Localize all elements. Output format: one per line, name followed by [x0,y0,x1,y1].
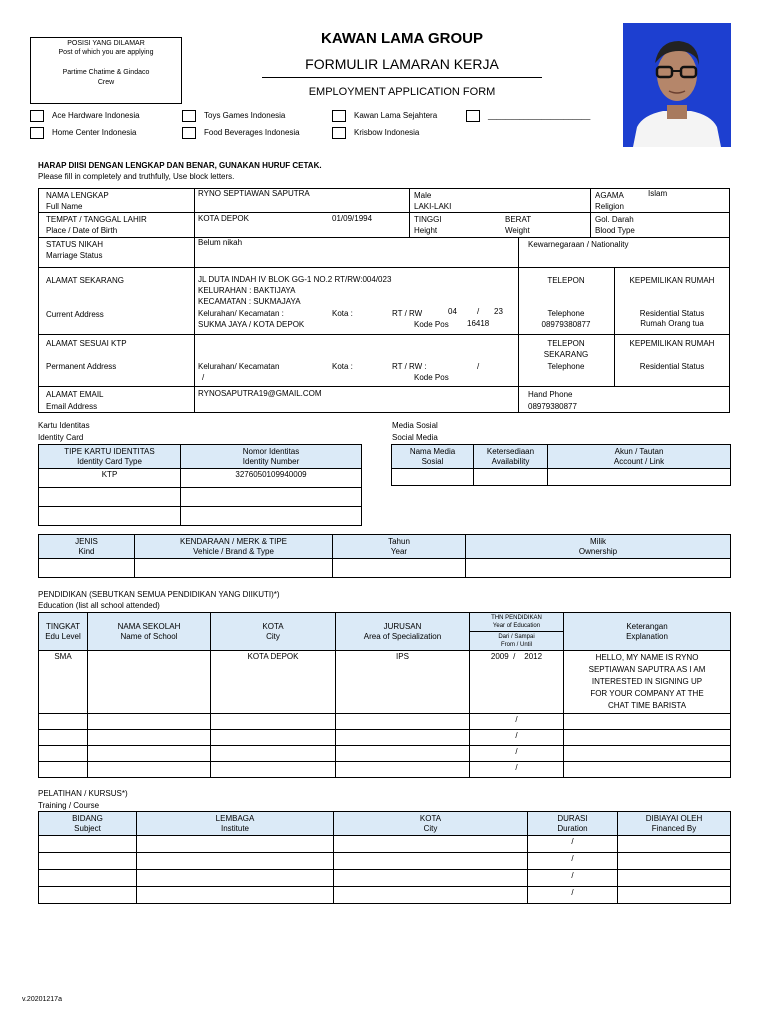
identity-number-field-2[interactable] [181,488,362,507]
residential2-label-en: Residential Status [639,362,705,371]
kel-kec-label: Kelurahan/ Kecamatan : [198,309,284,318]
training-financed-header: DIBIAYAI OLEH Financed By [618,812,731,836]
email-label-en: Email Address [46,402,98,411]
blood-label: Gol. Darah [595,215,634,224]
social-availability-header: Ketersediaan Availability [474,445,548,469]
residential-label: KEPEMILIKAN RUMAH [629,276,715,285]
gender-field[interactable]: Male [414,191,432,200]
edu-year-field[interactable]: 2009 / 2012 [470,651,564,714]
weight-label: BERAT [505,215,532,224]
social-availability-field[interactable] [474,469,548,486]
kel-kec-label-2: Kelurahan/ Kecamatan [198,362,280,371]
identity-number-field-3[interactable] [181,507,362,526]
edu-major-header: JURUSAN Area of Specialization [336,613,470,651]
checkbox-food[interactable] [182,127,196,139]
social-title-en: Social Media [392,433,438,442]
residential2-label: KEPEMILIKAN RUMAH [629,339,715,348]
training-subject-header: BIDANG Subject [39,812,137,836]
rw-field[interactable]: 23 [494,307,503,316]
instruction-en: Please fill in completely and truthfully, Use block letters. [38,172,235,181]
marital-field[interactable]: Belum nikah [198,238,243,247]
form-version: v.20201217a [22,996,62,1003]
checkbox-other[interactable] [466,110,480,122]
company-food: Food Beverages Indonesia [204,128,300,137]
permanent-address-label-en: Permanent Address [46,362,117,371]
checkbox-ace[interactable] [30,110,44,122]
vehicle-year-field[interactable] [333,559,466,578]
telephone-field[interactable]: 08979380877 [541,320,591,329]
email-label: ALAMAT EMAIL [46,390,104,399]
edu-explanation-field[interactable]: HELLO, MY NAME IS RYNO SEPTIAWAN SAPUTRA AS I AM INTERESTED IN SIGNING UP FOR YOUR COMPANY AT THE CHAT TIME BARISTA [564,651,731,714]
name-label-en: Full Name [46,202,83,211]
current-address-label-en: Current Address [46,310,104,319]
social-table [391,444,731,486]
vehicle-brand-field[interactable] [135,559,333,578]
handphone-label: Hand Phone [528,390,573,399]
kode-pos-label-2: Kode Pos [414,373,449,382]
residential-field[interactable]: Rumah Orang tua [640,319,704,328]
name-label: NAMA LENGKAP [46,191,109,200]
checkbox-toys[interactable] [182,110,196,122]
email-field[interactable]: RYNOSAPUTRA19@GMAIL.COM [198,389,322,398]
telephone-label: TELEPON [547,276,585,285]
birth-label-en: Place / Date of Birth [46,226,118,235]
religion-label-en: Religion [595,202,624,211]
religion-label: AGAMA [595,191,624,200]
religion-field[interactable]: Islam [648,189,668,198]
training-duration-header: DURASI Duration [528,812,618,836]
full-name-field[interactable]: RYNO SEPTIAWAN SAPUTRA [198,189,310,198]
identity-table [38,444,362,526]
edu-year-field-5[interactable]: / [470,762,564,778]
education-title-en: Education (list all school attended) [38,601,160,610]
rtrw-label: RT / RW [392,309,423,318]
marital-label: STATUS NIKAH [46,240,104,249]
social-name-header: Nama Media Sosial [392,445,474,469]
telephone2-label-2: SEKARANG [543,350,589,359]
form-title: FORMULIR LAMARAN KERJA [305,56,499,72]
edu-level-field[interactable]: SMA [39,651,88,714]
current-address-line2[interactable]: KELURAHAN : BAKTIJAYA [198,286,296,295]
current-address-line4[interactable]: SUKMA JAYA / KOTA DEPOK [198,320,305,329]
edu-major-field[interactable]: IPS [336,651,470,714]
nationality-label: Kewarnegaraan / Nationality [528,240,629,249]
weight-label-en: Weight [505,226,530,235]
identity-title: Kartu Identitas [38,421,90,430]
current-address-label: ALAMAT SEKARANG [46,276,124,285]
rt-field[interactable]: 04 [448,307,457,316]
social-title: Media Sosial [392,421,438,430]
vehicle-kind-header: JENIS Kind [39,535,135,559]
edu-year-field-3[interactable]: / [470,730,564,746]
telephone2-label: TELEPON [547,339,585,348]
company-kawan: Kawan Lama Sejahtera [354,111,438,120]
training-duration-field-4[interactable]: / [528,887,618,904]
rtrw-label-2: RT / RW : [392,362,427,371]
kode-pos-field[interactable]: 16418 [467,319,490,328]
title-underline [262,77,542,78]
permanent-address-label: ALAMAT SESUAI KTP [46,339,127,348]
telephone2-label-en: Telephone [547,362,585,371]
education-title: PENDIDIKAN (SEBUTKAN SEMUA PENDIDIKAN YANG DIIKUTI)*) [38,590,280,599]
identity-type-field[interactable]: KTP [39,469,181,488]
height-label: TINGGI [414,215,442,224]
company-home: Home Center Indonesia [52,128,137,137]
edu-year-header: THN PENDIDIKAN Year of Education Dari / Sampai From / Until [470,613,564,651]
training-duration-field[interactable]: / [528,836,618,853]
vehicle-year-header: Tahun Year [333,535,466,559]
vehicle-kind-field[interactable] [39,559,135,578]
address-slash: / [202,373,205,382]
social-name-field[interactable] [392,469,474,486]
edu-city-header: KOTA City [211,613,336,651]
training-title-en: Training / Course [38,801,100,810]
identity-title-en: Identity Card [38,433,84,442]
edu-school-field[interactable] [88,651,211,714]
vehicle-table [38,534,731,578]
birth-date-field[interactable]: 01/09/1994 [332,214,373,223]
training-institute-header: LEMBAGA Institute [137,812,334,836]
position-label-en: Post of which you are applying [58,49,154,56]
gender-field-2[interactable]: LAKI-LAKI [414,202,452,211]
edu-city-field[interactable]: KOTA DEPOK [211,651,336,714]
checkbox-home[interactable] [30,127,44,139]
vehicle-brand-header: KENDARAAN / MERK & TIPE Vehicle / Brand & Type [135,535,333,559]
instruction-id: HARAP DIISI DENGAN LENGKAP DAN BENAR, GUNAKAN HURUF CETAK. [38,161,322,170]
training-title: PELATIHAN / KURSUS*) [38,789,128,798]
company-ace: Ace Hardware Indonesia [52,111,140,120]
applicant-photo [623,23,731,147]
birth-label: TEMPAT / TANGGAL LAHIR [46,215,147,224]
rtrw-slash: / [477,307,480,316]
identity-type-header: TIPE KARTU IDENTITAS Identity Card Type [39,445,181,469]
social-account-header: Akun / Tautan Account / Link [548,445,731,469]
vehicle-ownership-field[interactable] [466,559,731,578]
current-address-line3[interactable]: KECAMATAN : SUKMAJAYA [198,297,301,306]
company-krisbow: Krisbow Indonesia [354,128,420,137]
identity-number-header: Nomor Identitas Identity Number [181,445,362,469]
social-account-field[interactable] [548,469,731,486]
vehicle-ownership-header: Milik Ownership [466,535,731,559]
company-other[interactable]: _______________________ [488,111,591,120]
kota-label: Kota : [332,309,353,318]
rtrw-slash-2: / [477,362,480,371]
edu-level-header: TINGKAT Edu Level [39,613,88,651]
checkbox-krisbow[interactable] [332,127,346,139]
education-table [38,612,731,778]
position-value[interactable]: Partime Chatime & Gindaco [62,69,150,76]
company-toys: Toys Games Indonesia [204,111,286,120]
position-label: POSISI YANG DILAMAR [67,40,145,47]
kota-label-2: Kota : [332,362,353,371]
edu-explanation-header: Keterangan Explanation [564,613,731,651]
identity-number-field[interactable]: 3276050109940009 [181,469,362,488]
kode-pos-label: Kode Pos [414,320,449,329]
training-duration-field-3[interactable]: / [528,870,618,887]
checkbox-kawan[interactable] [332,110,346,122]
telephone-label-en: Telephone [547,309,585,318]
identity-type-field-3[interactable] [39,507,181,526]
handphone-field[interactable]: 08979380877 [528,402,577,411]
birth-place-field[interactable]: KOTA DEPOK [198,214,249,223]
position-value-2[interactable]: Crew [97,79,115,86]
edu-school-header: NAMA SEKOLAH Name of School [88,613,211,651]
edu-year-field-4[interactable]: / [470,746,564,762]
training-duration-field-2[interactable]: / [528,853,618,870]
residential-label-en: Residential Status [639,309,705,318]
blood-label-en: Blood Type [595,226,635,235]
training-city-header: KOTA City [334,812,528,836]
company-name: KAWAN LAMA GROUP [321,30,483,47]
marital-label-en: Marriage Status [46,251,103,260]
training-table [38,811,731,904]
current-address-line1[interactable]: JL DUTA INDAH IV BLOK GG-1 NO.2 RT/RW:004/023 [198,275,392,284]
form-subtitle: EMPLOYMENT APPLICATION FORM [308,86,496,98]
identity-type-field-2[interactable] [39,488,181,507]
height-label-en: Height [414,226,438,235]
edu-year-field-2[interactable]: / [470,714,564,730]
